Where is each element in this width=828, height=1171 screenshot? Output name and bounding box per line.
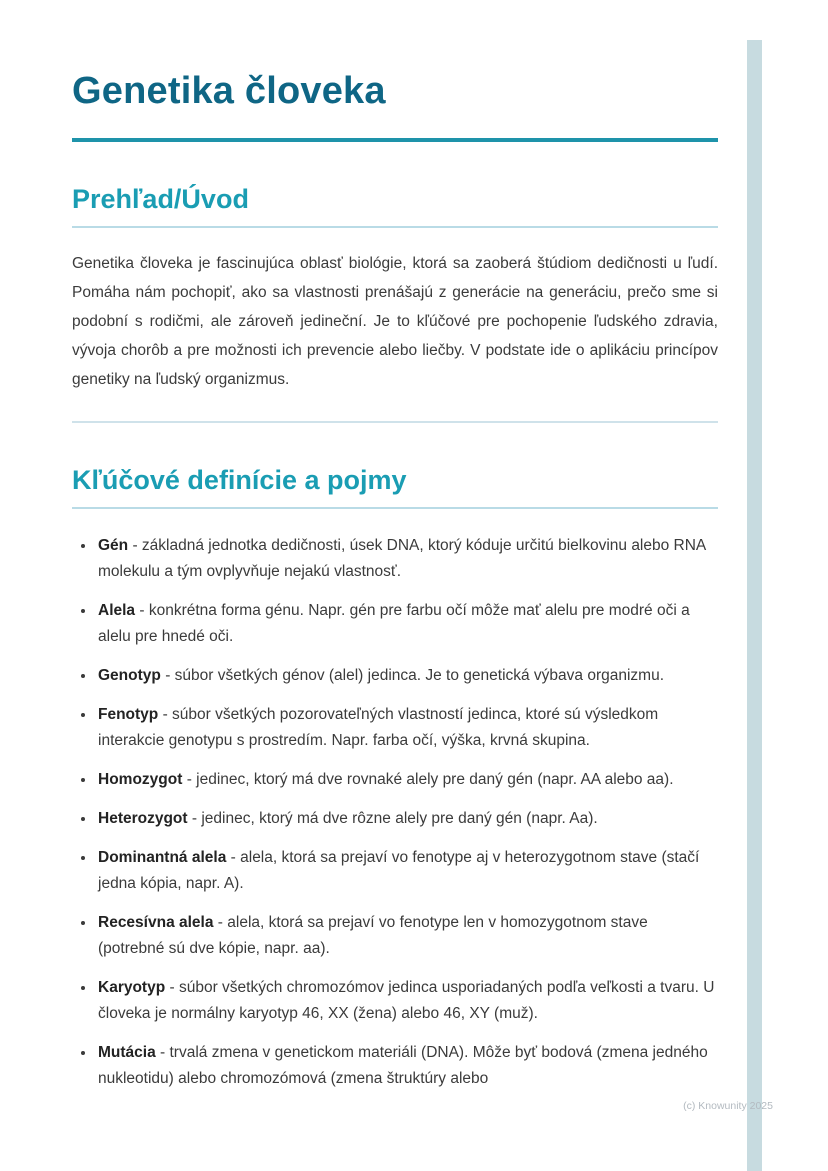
- overview-paragraph: Genetika človeka je fascinujúca oblasť biológie, ktorá sa zaoberá štúdiom dedičnosti u ľudí. Pomáha nám pochopiť, ako sa vlastnosti prenášajú z generácie na generáciu, prečo sme si podobní s rodičmi, ale zároveň jedineční. Je to kľúčové pre pochopenie ľudského zdravia, vývoja chorôb a pre možnosti ich prevencie alebo liečby. V podstate ide o aplikáciu princípov genetiky na ľudský organizmus.: [72, 254, 718, 388]
- term-label: Fenotyp: [98, 705, 159, 723]
- term-definition: - súbor všetkých pozorovateľných vlastností jedinca, ktoré sú výsledkom interakcie genotypu s prostredím. Napr. farba očí, výška, krvná skupina.: [98, 705, 659, 749]
- term-definition: - jedinec, ktorý má dve rôzne alely pre daný gén (napr. Aa).: [191, 809, 598, 827]
- term-label: Heterozygot: [98, 809, 188, 827]
- section-divider: [72, 421, 718, 423]
- term-label: Alela: [98, 601, 136, 619]
- term-label: Genotyp: [98, 666, 161, 684]
- heading-divider: [72, 226, 718, 228]
- term-label: Dominantná alela: [98, 848, 227, 866]
- list-item: [96, 845, 718, 897]
- list-item: [96, 598, 718, 650]
- term-definition: - súbor všetkých génov (alel) jedinca. Je to genetická výbava organizmu.: [165, 666, 665, 684]
- list-item: [96, 975, 718, 1027]
- list-item: [96, 533, 718, 585]
- document-content: [72, 0, 718, 1105]
- list-item: [96, 663, 718, 689]
- term-definition: - alela, ktorá sa prejaví vo fenotype aj v heterozygotnom stave (stačí jedna kópia, napr. A).: [98, 848, 700, 892]
- section-heading-overview: Prehľad/Úvod: [72, 183, 249, 214]
- list-item: [96, 806, 718, 832]
- term-label: Homozygot: [98, 770, 183, 788]
- list-item: [96, 767, 718, 793]
- term-definition: - konkrétna forma génu. Napr. gén pre farbu očí môže mať alelu pre modré oči a alelu pre hnedé oči.: [98, 601, 690, 645]
- term-definition: - súbor všetkých chromozómov jedinca usporiadaných podľa veľkosti a tvaru. U človeka je normálny karyotyp 46, XX (žena) alebo 46, XY (muž).: [98, 978, 715, 1022]
- list-item: [96, 1040, 718, 1092]
- title-divider: [72, 138, 718, 142]
- term-definition: - trvalá zmena v genetickom materiáli (DNA). Môže byť bodová (zmena jedného nukleotidu) alebo chromozómová (zmena štruktúry alebo: [98, 1043, 708, 1087]
- copyright-text: (c) Knowunity 2025: [683, 1100, 773, 1112]
- term-definition: - základná jednotka dedičnosti, úsek DNA, ktorý kóduje určitú bielkovinu alebo RNA molekulu a tým ovplyvňuje nejakú vlastnosť.: [98, 536, 706, 580]
- list-item: [96, 702, 718, 754]
- list-item: [96, 910, 718, 962]
- decorative-side-stripe: [747, 40, 762, 1171]
- section-heading-definitions: Kľúčové definície a pojmy: [72, 464, 407, 495]
- term-definition: - alela, ktorá sa prejaví vo fenotype len v homozygotnom stave (potrebné sú dve kópie, napr. aa).: [98, 913, 648, 957]
- definitions-list: [72, 533, 718, 1092]
- term-label: Recesívna alela: [98, 913, 214, 931]
- term-definition: - jedinec, ktorý má dve rovnaké alely pre daný gén (napr. AA alebo aa).: [186, 770, 674, 788]
- heading-divider: [72, 507, 718, 509]
- term-label: Gén: [98, 536, 129, 554]
- term-label: Karyotyp: [98, 978, 166, 996]
- page-title: Genetika človeka: [72, 70, 386, 112]
- term-label: Mutácia: [98, 1043, 156, 1061]
